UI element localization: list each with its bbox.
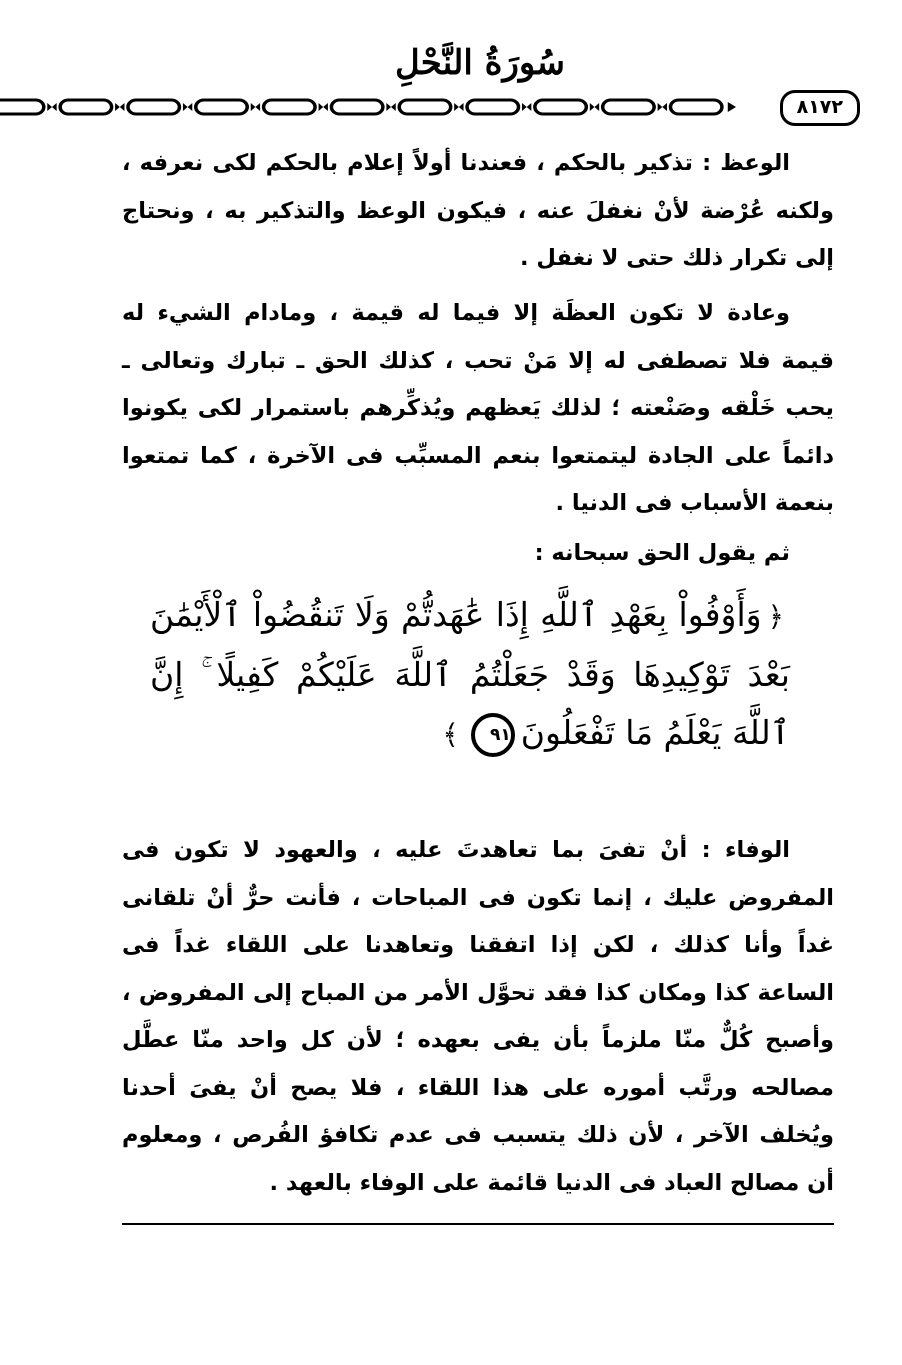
verse-text: وَأَوْفُواْ بِعَهْدِ ٱللَّهِ إِذَا عَٰهَدتُّمْ وَلَا تَنقُضُواْ ٱلْأَيْمَٰنَ بَعْدَ تَوْكِيدِهَا وَقَدْ جَعَلْتُمُ ٱللَّهَ عَلَيْكُمْ كَفِيلًا ۚ إِنَّ ٱللَّهَ يَعْلَمُ مَا تَفْعَلُونَ	[150, 595, 790, 752]
footer-divider	[122, 1223, 834, 1225]
page-header	[100, 40, 860, 120]
verse-number-badge: ٩١	[471, 713, 515, 757]
verse-intro-line: ثم يقول الحق سبحانه :	[534, 540, 790, 566]
quran-verse	[150, 586, 790, 764]
paragraph-2: وعادة لا تكون العظَة إلا فيما له قيمة ، ومادام الشيء له قيمة فلا تصطفى له إلا مَنْ تحب ، كذلك الحق ـ تبارك وتعالى ـ يحب خَلْقه وصَنْعته ؛ لذلك يَعظهم ويُذكِّرهم باستمرار لكى يكونوا دائماً على الجادة ليتمتعوا بنعم المسبِّب فى الآخرة ، كما تمتعوا بنعمة الأسباب فى الدنيا .	[122, 300, 834, 516]
paragraph-1: الوعظ : تذكير بالحكم ، فعندنا أولاً إعلام بالحكم لكى نعرفه ، ولكنه عُرْضة لأنْ نغفلَ عنه ، فيكون الوعظ والتذكير به ، ونحتاج إلى تكرار ذلك حتى لا نغفل .	[122, 150, 834, 271]
verse-open-ornament-icon: ﴿	[767, 600, 784, 633]
header-band	[100, 96, 860, 118]
verse-close-ornament-icon: ﴾	[442, 718, 459, 751]
chain-ornament-icon	[0, 96, 750, 118]
paragraph-3: الوفاء : أنْ تفىَ بما تعاهدتَ عليه ، والعهود لا تكون فى المفروض عليك ، إنما تكون فى المباحات ، فأنت حرٌّ أنْ تلقانى غداً وأنا كذلك ، لكن إذا اتفقنا وتعاهدنا على اللقاء غداً فى الساعة كذا ومكان كذا فقد تحوَّل الأمر من المباح إلى المفروض ، وأصبح كُلٌّ منّا ملزماً بأن يفى بعهده ؛ لأن كل واحد منّا عطَّل مصالحه ورتَّب أموره على هذا اللقاء ، فلا يصح أنْ يفىَ أحدنا ويُخلف الآخر ، لأن ذلك يتسبب فى عدم تكافؤ الفُرص ، ومعلوم أن مصالح العباد فى الدنيا قائمة على الوفاء بالعهد .	[122, 837, 834, 1196]
surah-title: سُورَةُ النَّحْلِ	[395, 43, 565, 83]
page-number: ٨١٧٢	[780, 90, 860, 126]
